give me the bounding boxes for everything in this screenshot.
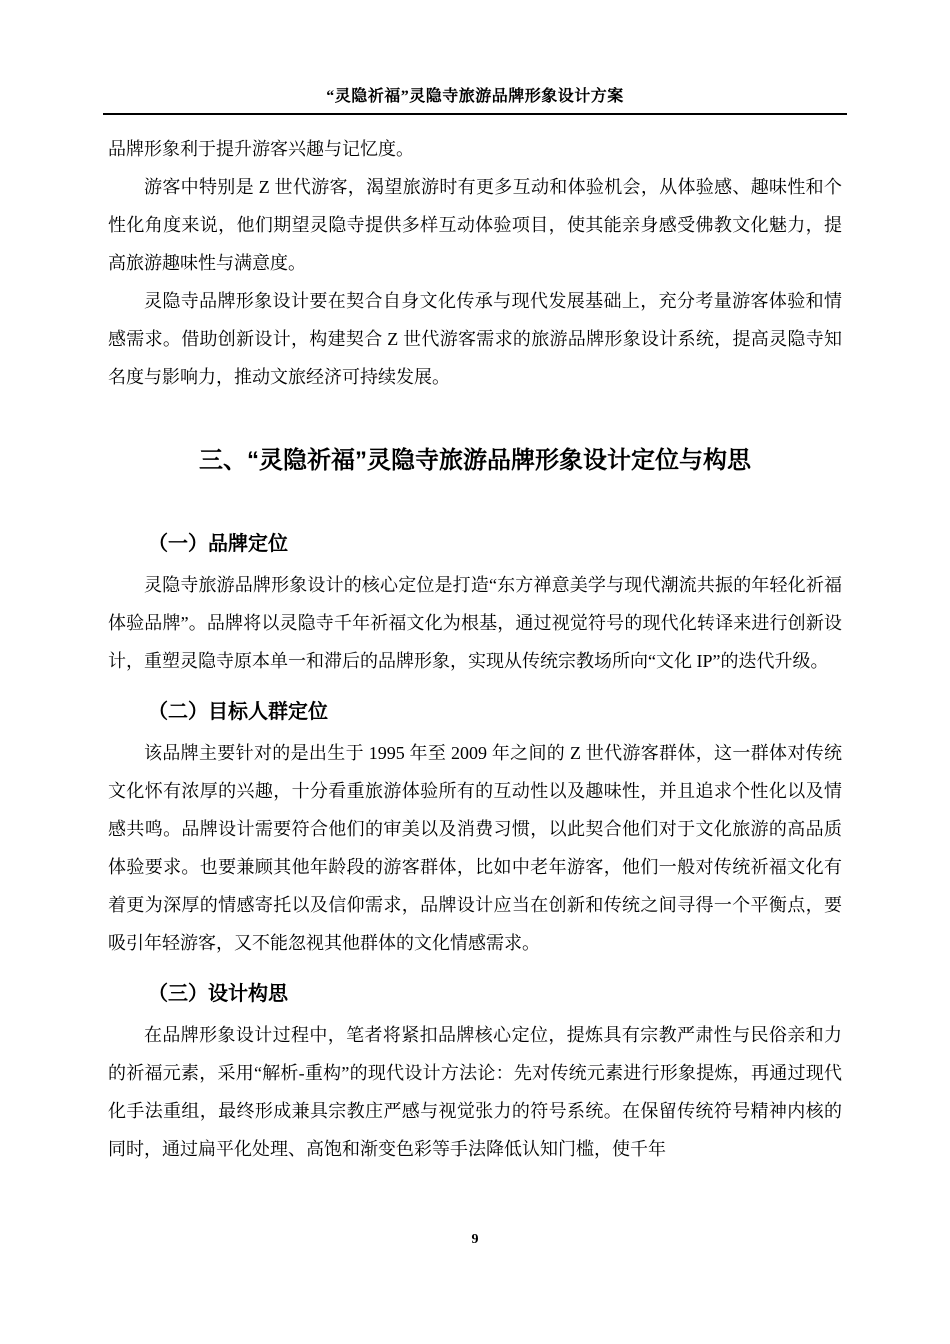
header-title: “灵隐祈福”灵隐寺旅游品牌形象设计方案 <box>326 88 624 105</box>
subsection-paragraph-brand-positioning: 灵隐寺旅游品牌形象设计的核心定位是打造“东方禅意美学与现代潮流共振的年轻化祈福体验品牌”。品牌将以灵隐寺千年祈福文化为根基，通过视觉符号的现代化转译来进行创新设计，重塑灵隐寺原本单一和滞后的品牌形象，实现从传统宗教场所向“文化 IP”的迭代升级。 <box>108 575 842 671</box>
subsection-heading-target-audience: （二）目标人群定位 <box>148 701 328 723</box>
intro-paragraph-2: 游客中特别是 Z 世代游客，渴望旅游时有更多互动和体验机会，从体验感、趣味性和个性化角度来说，他们期望灵隐寺提供多样互动体验项目，使其能亲身感受佛教文化魅力，提高旅游趣味性与满意度。 <box>108 177 842 273</box>
subsection-paragraph-design-concept: 在品牌形象设计过程中，笔者将紧扣品牌核心定位，提炼具有宗教严肃性与民俗亲和力的祈福元素，采用“解析-重构”的现代设计方法论：先对传统元素进行形象提炼，再通过现代化手法重组，最终形成兼具宗教庄严感与视觉张力的符号系统。在保留传统符号精神内核的同时，通过扁平化处理、高饱和渐变色彩等手法降低认知门槛，使千年 <box>108 1025 842 1159</box>
page-footer <box>0 1232 950 1248</box>
intro-paragraph-3: 灵隐寺品牌形象设计要在契合自身文化传承与现代发展基础上，充分考量游客体验和情感需求。借助创新设计，构建契合 Z 世代游客需求的旅游品牌形象设计系统，提高灵隐寺知名度与影响力，推动文旅经济可持续发展。 <box>108 291 842 387</box>
subsection-paragraph-target-audience: 该品牌主要针对的是出生于 1995 年至 2009 年之间的 Z 世代游客群体，这一群体对传统文化怀有浓厚的兴趣，十分看重旅游体验所有的互动性以及趣味性，并且追求个性化以及情感共鸣。品牌设计需要符合他们的审美以及消费习惯，以此契合他们对于文化旅游的高品质体验要求。也要兼顾其他年龄段的游客群体，比如中老年游客，他们一般对传统祈福文化有着更为深厚的情感寄托以及信仰需求，品牌设计应当在创新和传统之间寻得一个平衡点，要吸引年轻游客，又不能忽视其他群体的文化情感需求。 <box>108 743 842 953</box>
section-heading: 三、“灵隐祈福”灵隐寺旅游品牌形象设计定位与构思 <box>199 447 751 474</box>
page-header <box>103 86 847 115</box>
document-body <box>108 130 842 1168</box>
subsection-heading-brand-positioning: （一）品牌定位 <box>148 533 288 555</box>
subsection-heading-design-concept: （三）设计构思 <box>148 983 288 1005</box>
intro-paragraph-1: 品牌形象利于提升游客兴趣与记忆度。 <box>108 139 414 159</box>
page-number: 9 <box>471 1232 479 1247</box>
header-divider <box>103 113 847 115</box>
